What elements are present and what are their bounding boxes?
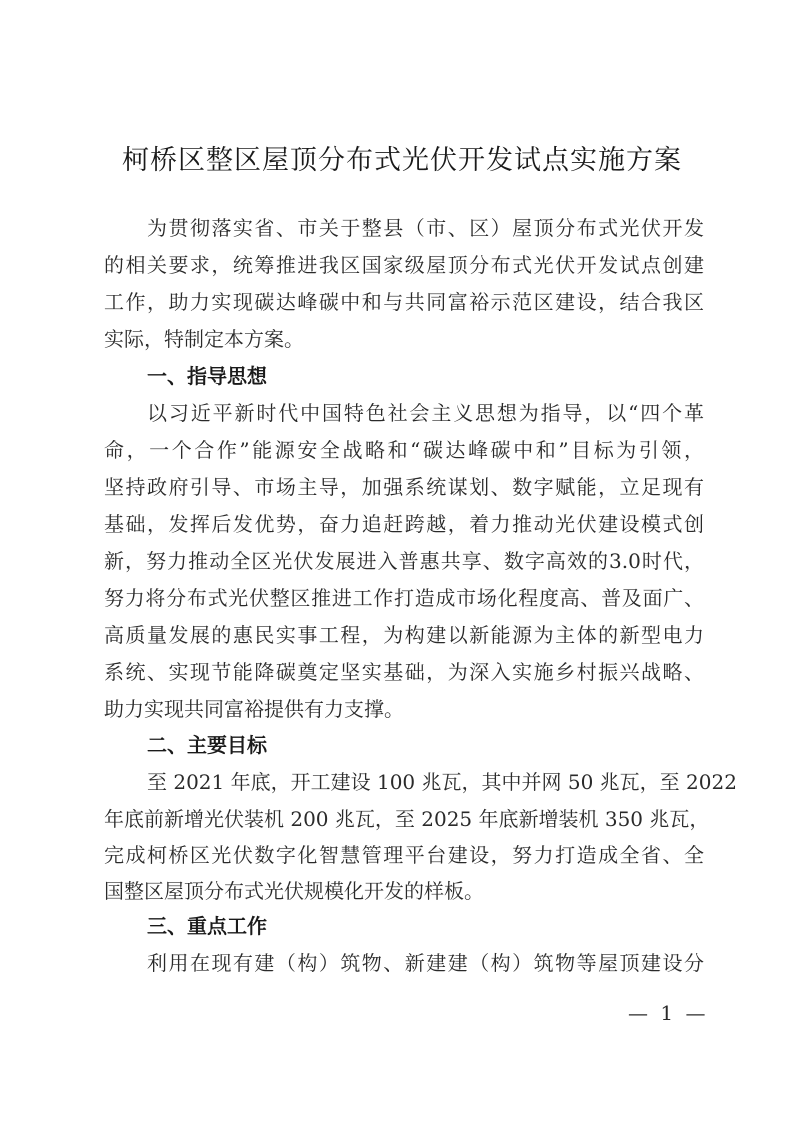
text-line: 工作，助力实现碳达峰碳中和与共同富裕示范区建设，结合我区: [104, 290, 704, 314]
text-line: 新，努力推动全区光伏发展进入普惠共享、数字高效的3.0时代，: [104, 549, 704, 573]
page-number: — 1 —: [628, 1001, 709, 1025]
section-heading: 一、指导思想: [147, 364, 267, 388]
text-line: 助力实现共同富裕提供有力支撑。: [104, 697, 404, 721]
text-line: 年底前新增光伏装机 200 兆瓦，至 2025 年底新增装机 350 兆瓦，: [104, 807, 710, 831]
text-line: 利用在现有建（构）筑物、新建建（构）筑物等屋顶建设分: [147, 951, 704, 975]
section-heading: 二、主要目标: [147, 733, 267, 757]
text-line: 命，一个合作”能源安全战略和“碳达峰碳中和”目标为引领，: [104, 438, 704, 462]
text-line: 努力将分布式光伏整区推进工作打造成市场化程度高、普及面广、: [104, 586, 704, 610]
text-line: 为贯彻落实省、市关于整县（市、区）屋顶分布式光伏开发: [147, 216, 704, 240]
text-line: 至 2021 年底，开工建设 100 兆瓦，其中并网 50 兆瓦，至 2022: [147, 770, 737, 794]
text-line: 国整区屋顶分布式光伏规模化开发的样板。: [104, 879, 484, 903]
text-line: 系统、实现节能降碳奠定坚实基础，为深入实施乡村振兴战略、: [104, 660, 704, 684]
text-line: 基础，发挥后发优势，奋力追赶跨越，着力推动光伏建设模式创: [104, 512, 704, 536]
text-line: 的相关要求，统筹推进我区国家级屋顶分布式光伏开发试点创建: [104, 253, 704, 277]
text-line: 坚持政府引导、市场主导，加强系统谋划、数字赋能，立足现有: [104, 475, 704, 499]
text-line: 完成柯桥区光伏数字化智慧管理平台建设，努力打造成全省、全: [104, 843, 704, 867]
text-line: 以习近平新时代中国特色社会主义思想为指导，以“四个革: [147, 401, 704, 425]
document-title: 柯桥区整区屋顶分布式光伏开发试点实施方案: [122, 145, 682, 176]
section-heading: 三、重点工作: [147, 914, 267, 938]
text-line: 实际，特制定本方案。: [104, 327, 304, 351]
text-line: 高质量发展的惠民实事工程，为构建以新能源为主体的新型电力: [104, 623, 704, 647]
